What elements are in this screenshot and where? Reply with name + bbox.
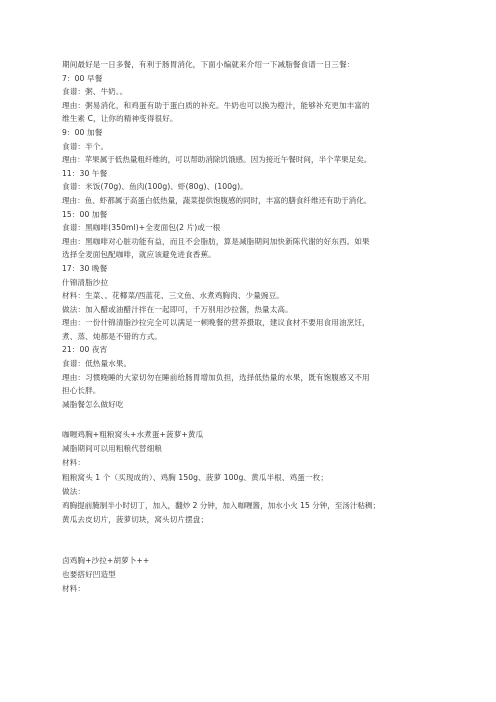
lunch-heading: 11：30 午餐 xyxy=(62,168,108,178)
ingredients-label: 材料： xyxy=(62,584,86,594)
snack-afternoon-heading: 15：00 加餐 xyxy=(62,209,108,219)
lunch-menu: 食谱：米饭(70g)、鱼肉(100g)、虾(80g)、(100g)。 xyxy=(62,182,248,192)
late-snack-reason: 理由：习惯晚睡的大家切勿在睡前给肠胃增加负担，选择低热量的水果，既有饱腹感又不用 xyxy=(62,372,370,382)
ingredients-label: 材料： xyxy=(62,458,86,468)
late-snack-reason-cont: 担心长胖。 xyxy=(62,386,101,396)
how-to-cook-heading: 减脂餐怎么做好吃 xyxy=(62,399,124,409)
recipe-tip: 减脂期间可以用粗粮代替细粮 xyxy=(62,444,163,454)
method-step-1: 鸡胸提前腌制半小时切丁，加入，翻炒 2 分钟，加入咖喱酱，加水小火 15 分钟，至汤汁粘稠； xyxy=(62,500,381,510)
lunch-reason: 理由：鱼、虾都属于高蛋白低热量，蔬菜提供饱腹感的同时，丰富的膳食纤维还有助于消化。 xyxy=(62,195,372,205)
snack-afternoon-reason-cont: 选择全麦面包配咖啡，就应该避免进食香蕉。 xyxy=(62,250,216,260)
recipe-tip: 也要搭好凹造型 xyxy=(62,570,116,580)
breakfast-menu: 食谱：粥、牛奶。。 xyxy=(62,87,128,97)
snack-morning-heading: 9：00 加餐 xyxy=(62,127,103,137)
method-step-2: 黄瓜去皮切片，菠萝切块，窝头切片摆盘； xyxy=(62,515,209,525)
breakfast-reason-cont: 维生素 C，让你的精神变得很好。 xyxy=(62,114,178,124)
dinner-ingredients: 材料：生菜、、花椰菜/西蓝花、三文鱼、水煮鸡胸肉、少量豌豆。 xyxy=(62,291,284,301)
intro-text: 期间最好是一日多餐，有利于肠胃消化，下面小编就来介绍一下减脂餐食谱一日三餐： xyxy=(62,60,355,69)
dinner-heading: 17：30 晚餐 xyxy=(62,263,108,273)
breakfast-heading: 7：00 早餐 xyxy=(62,73,103,83)
snack-afternoon-reason: 理由：黑咖啡对心脏功能有益，而且不会脂肪，算是减脂期间加快新陈代谢的好东西。如果 xyxy=(62,236,370,246)
breakfast-reason: 理由：粥易消化，和鸡蛋有助于蛋白质的补充。牛奶也可以换为橙汁，能够补充更加丰富的 xyxy=(62,100,370,110)
late-snack-menu: 食谱：低热量水果。 xyxy=(62,359,132,369)
late-snack-heading: 21：00 夜宵 xyxy=(62,345,108,355)
method-label: 做法： xyxy=(62,486,86,496)
recipe-title: 咖喱鸡胸+粗粮窝头+水煮蛋+菠萝+黄瓜 xyxy=(62,430,204,439)
dinner-dish-name: 什锦清脂沙拉 xyxy=(62,277,109,287)
recipe-title: 卤鸡胸+沙拉+胡萝卜++ xyxy=(62,556,150,565)
snack-morning-reason: 理由：苹果属于低热量粗纤维的，可以帮助消除饥饿感。因为接近午餐时间，半个苹果足矣。 xyxy=(62,155,372,165)
snack-afternoon-menu: 食谱：黑咖啡(350ml)+全麦面包(2 片)或一根 xyxy=(62,223,221,233)
meal-plan-section xyxy=(62,58,482,411)
recipe-braised-chicken xyxy=(62,554,482,597)
ingredients-list: 粗粮窝头 1 个（买现成的）、鸡胸 150g、菠萝 100g、黄瓜半根、鸡蛋一枚； xyxy=(62,472,329,482)
dinner-reason: 理由：一份什锦清脂沙拉完全可以满足一顿晚餐的营养摄取，建议食材不要用食用油烹饪， xyxy=(62,318,370,328)
snack-morning-menu: 食谱：半个。 xyxy=(62,141,109,151)
dinner-method: 做法：加入醋或油醋汁拌在一起即可，千万别用沙拉酱，热量太高。 xyxy=(62,304,293,314)
dinner-reason-cont: 煮、蒸、炖都是不错的方式。 xyxy=(62,331,163,341)
recipe-curry-chicken xyxy=(62,428,482,527)
